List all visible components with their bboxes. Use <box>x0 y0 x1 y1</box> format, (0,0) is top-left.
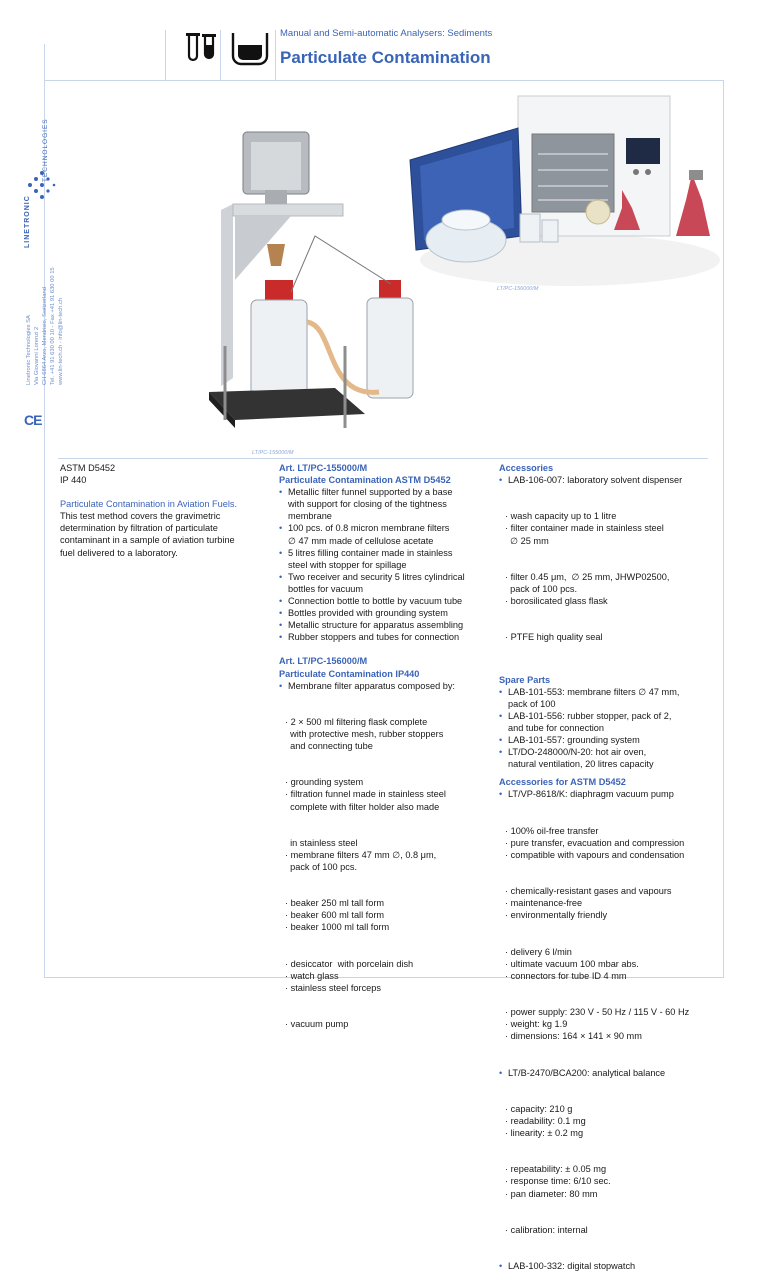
list-item: • Membrane filter apparatus composed by: <box>279 680 494 692</box>
intro-line: fuel delivered to a laboratory. <box>60 547 178 558</box>
filtration-rig-photo <box>195 130 445 450</box>
frame-right-line <box>723 80 724 978</box>
address-line: Tel. +41 91 630 00 10 - Fax +41 91 630 00 15 <box>50 267 56 385</box>
list-item: • Metallic structure for apparatus assembling <box>279 619 494 631</box>
list-item: • 5 litres filling container made in stainless steel with stopper for spillage <box>279 547 494 571</box>
brand-block <box>22 100 62 390</box>
article-2-title: Art. LT/PC-156000/M <box>279 656 368 667</box>
sub-list: · wash capacity up to 1 litre · filter container made in stainless steel ∅ 25 mm · filter 0.45 μm, ∅ 25 mm, JHWP02500, pack of 100 pcs. · borosilicated glass flask · PTFE high quality seal <box>505 511 670 643</box>
article-2-subtitle: Particulate Contamination IP440 <box>279 668 420 679</box>
sub-list: · capacity: 210 g · readability: 0.1 mg · linearity: ± 0.2 mg · repeatability: ± 0.05 mg · response time: 6/10 sec. · pan diameter: 80 mm · calibration: internal <box>505 1103 611 1235</box>
list-item: • Connection bottle to bottle by vacuum tube <box>279 595 494 607</box>
oven-product-photo <box>400 90 722 290</box>
astm-accessories-title: Accessories for ASTM D5452 <box>499 777 626 788</box>
frame-divider-3 <box>275 30 276 80</box>
category-label: Manual and Semi-automatic Analysers: Sediments <box>280 28 493 39</box>
brand-name: LINETRONIC <box>24 195 31 248</box>
list-item: • Rubber stoppers and tubes for connection <box>279 631 494 643</box>
sub-list: · 2 × 500 ml filtering flask complete with protective mesh, rubber stoppers and connecting tube · grounding system · filtration funnel made in stainless steel complete with filter holder also made in stainless steel · membrane filters 47 mm ∅, 0.8 μm, pack of 100 pcs. · beaker 250 ml tall form · beaker 600 ml tall form · beaker 1000 ml tall form · desiccator with porcelain dish · watch glass · stainless steel forceps · vacuum pump <box>285 716 446 1030</box>
address-line: Via Giovanni Lorenzi 2 <box>34 326 40 385</box>
ce-mark: CE <box>24 412 42 428</box>
left-column <box>60 462 260 559</box>
beaker-icon <box>230 28 270 68</box>
article-1-subtitle: Particulate Contamination ASTM D5452 <box>279 475 451 486</box>
list-item: • LT/DO-248000/N-20: hot air oven, natural ventilation, 20 litres capacity <box>499 746 719 770</box>
frame-top-line <box>44 80 724 81</box>
standard-label: ASTM D5452 <box>60 463 116 473</box>
list-item: • Metallic filter funnel supported by a base with support for closing of the tightness membrane <box>279 486 494 522</box>
page-title: Particulate Contamination <box>280 48 491 67</box>
frame-divider-1 <box>165 30 166 80</box>
spare-parts-title: Spare Parts <box>499 674 551 685</box>
list-item: • Bottles provided with grounding system <box>279 607 494 619</box>
list-item: • 100 pcs. of 0.8 micron membrane filters ∅ 47 mm made of cellulose acetate <box>279 522 494 546</box>
test-tube-icon <box>182 28 222 68</box>
list-item: • LAB-101-557: grounding system <box>499 734 719 746</box>
oven-photo-caption: LT/PC-156000/M <box>497 286 539 292</box>
rig-photo-caption: LT/PC-155000/M <box>252 450 294 456</box>
intro-title: Particulate Contamination in Aviation Fuels. <box>60 499 238 510</box>
list-item: • Two receiver and security 5 litres cylindrical bottles for vacuum <box>279 571 494 595</box>
list-item: • LT/B-2470/BCA200: analytical balance <box>499 1067 719 1079</box>
list-item: • LAB-100-332: digital stopwatch <box>499 1260 719 1272</box>
address-line: www.lin-tech.ch - info@lin-tech.ch <box>58 297 64 385</box>
address-line: Linetronic Technologies SA <box>26 315 32 385</box>
list-item: • LT/VP-8618/K: diaphragm vacuum pump <box>499 788 719 800</box>
intro-line: contaminant in a sample of aviation turbine <box>60 535 235 546</box>
sub-list: · 100% oil-free transfer · pure transfer, evacuation and compression · compatible with vapours and condensation · chemically-resistant gases and vapours · maintenance-free · environmentally friendly · delivery 6 l/min · ultimate vacuum 100 mbar abs. · connectors for tube ID 4 mm · power supply: 230 V - 50 Hz / 115 V - 60 Hz · weight: kg 1.9 · dimensions: 164 × 141 × 90 mm <box>505 825 690 1042</box>
list-item: • LAB-106-007: laboratory solvent dispenser <box>499 474 719 486</box>
middle-column <box>279 462 494 1055</box>
article-1-title: Art. LT/PC-155000/M <box>279 463 368 473</box>
standard-label: IP 440 <box>60 475 87 486</box>
address-line: CH-6864 Arzo, Mendrisio, Switzerland <box>42 287 48 385</box>
intro-line: This test method covers the gravimetric <box>60 511 221 522</box>
list-item: • LAB-101-556: rubber stopper, pack of 2, and tube for connection <box>499 710 719 734</box>
content-separator <box>58 458 708 459</box>
list-item: • LAB-101-553: membrane filters ∅ 47 mm, pack of 100 <box>499 686 719 710</box>
right-column <box>499 462 719 1272</box>
brand-sub: TECHNOLOGIES <box>42 118 49 182</box>
accessories-title: Accessories <box>499 463 554 473</box>
intro-line: determination by filtration of particulate <box>60 523 218 534</box>
